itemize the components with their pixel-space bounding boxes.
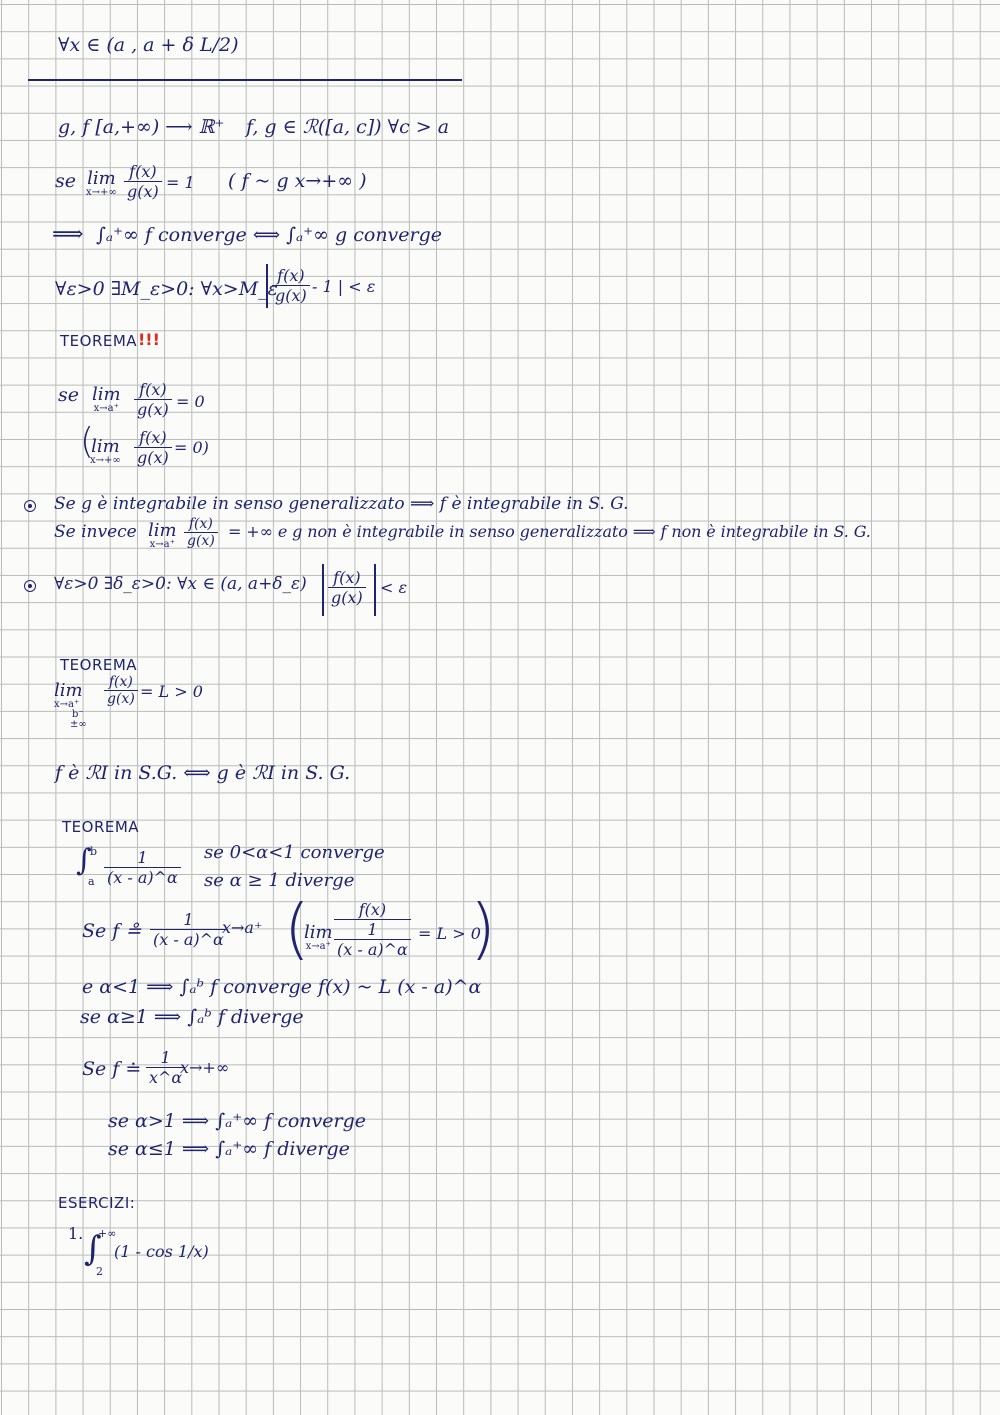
ratio-f-over-g [134, 380, 172, 419]
lim-label: lim [54, 680, 83, 701]
line-forall-interval: ∀x ∈ (a , a + δ L/2) [58, 34, 239, 56]
numerator: f(x) [334, 900, 411, 920]
lim-subscript-alt: ±∞ [70, 719, 87, 730]
bullet-statement-2: ∀ε>0 ∃δ_ε>0: ∀x ∈ (a, a+δ_ε) [54, 574, 307, 594]
numerator: f(x) [124, 162, 162, 182]
denominator: g(x) [137, 400, 169, 419]
denominator: g(x) [137, 448, 169, 467]
epsilon-definition: ∀ε>0 ∃M_ε>0: ∀x>M_ε [55, 278, 278, 300]
case-alpha-leq-1: se α≤1 ⟹ ∫ₐ⁺∞ f diverge [108, 1138, 350, 1160]
ratio-f-over-g [104, 674, 138, 707]
lim-subscript: x→+∞ [86, 187, 117, 198]
numerator: f(x) [272, 266, 310, 286]
lim-label: lim [148, 520, 177, 541]
numerator: 1 [146, 1048, 185, 1068]
open-paren: ( [284, 890, 310, 967]
se-label: Se f ≗ [82, 920, 142, 942]
limit-value: = 0) [174, 438, 209, 457]
integrability-equivalence: f è ℛI in S.G. ⟺ g è ℛI in S. G. [55, 762, 351, 784]
numerator: 1 [104, 848, 181, 868]
theorem-heading: TEOREMA [62, 818, 140, 836]
lim-subscript: x→a⁺ [305, 941, 331, 952]
denominator: (x - a)^α [153, 930, 224, 949]
convergence-equivalence: ∫ₐ⁺∞ f converge ⟺ ∫ₐ⁺∞ g converge [96, 224, 443, 246]
exercise-integrand: (1 - cos 1/x) [114, 1242, 209, 1261]
lim-label: lim [87, 168, 116, 189]
abs-bar-left [266, 264, 268, 308]
emphasis-mark: !!! [138, 330, 160, 349]
numerator: 1 [150, 910, 227, 930]
lim-subscript: x→a⁺ [54, 699, 80, 710]
limit-value: = 0 [176, 392, 205, 411]
numerator: f(x) [134, 428, 172, 448]
lim-label: lim [91, 436, 120, 457]
abs-bar-right [374, 564, 376, 616]
open-paren: ( [80, 421, 95, 462]
case-alpha-geq-1: se α≥1 ⟹ ∫ₐᵇ f diverge [80, 1006, 304, 1028]
bullet-statement-1b-end: = +∞ e g non è integrabile in senso generalizzato ⟹ f non è integrabile in S. G. [228, 522, 871, 541]
denominator: g(x) [107, 691, 135, 707]
inner-numerator: 1 [334, 920, 411, 940]
limit-operator [54, 682, 87, 730]
limit-value: = L > 0 [140, 682, 203, 701]
limit-operator [90, 438, 121, 466]
integral-lower: a [88, 875, 95, 888]
bullet-statement-1b-start: Se invece [54, 522, 137, 542]
integral-icon: ∫ [84, 1229, 102, 1269]
asymptotic-equivalence: ( f ~ g x→+∞ ) [228, 170, 367, 192]
numerator: f(x) [134, 380, 172, 400]
abs-bar-left [322, 564, 324, 616]
ratio-f-over-g-abs [328, 568, 366, 607]
ratio-f-over-g-abs [272, 266, 310, 305]
denominator: g(x) [187, 533, 215, 549]
limit-value: = L > 0 [418, 924, 481, 943]
numerator: f(x) [104, 674, 138, 691]
limit-point: x→a⁺ [222, 918, 263, 937]
integral-upper: +∞ [98, 1227, 117, 1240]
hypothesis-functions: g, f [a,+∞) ⟶ ℝ⁺ [58, 116, 225, 138]
theorem-heading: TEOREMA [60, 656, 138, 674]
power-fraction [150, 910, 227, 949]
limit-operator [86, 170, 117, 198]
numerator: f(x) [328, 568, 366, 588]
lim-subscript: x→a⁺ [149, 539, 175, 550]
limit-operator [92, 386, 121, 414]
integral-lower: 2 [96, 1265, 103, 1278]
bullet-statement-1: Se g è integrabile in senso generalizzato ⟹ f è integrabile in S. G. [54, 494, 629, 514]
lim-subscript: x→+∞ [90, 455, 121, 466]
integral-upper: b [90, 845, 98, 858]
lim-label: lim [304, 922, 333, 943]
lim-subscript: x→a⁺ [93, 403, 119, 414]
ratio-f-over-g [134, 428, 172, 467]
case-alpha-less-1: e α<1 ⟹ ∫ₐᵇ f converge f(x) ~ L (x - a)^α [82, 976, 482, 998]
close-paren: ) [470, 890, 496, 967]
abs-tail: < ε [380, 578, 408, 597]
integral-icon: ∫ [76, 843, 92, 878]
power-fraction [104, 848, 181, 887]
lim-subscript-alt: b⁻ [72, 709, 84, 720]
se-label: Se f ≐ [82, 1058, 142, 1080]
denominator: g(x) [331, 588, 363, 607]
denominator: g(x) [127, 182, 159, 201]
limit-operator [304, 924, 333, 952]
hypothesis-integrability: f, g ∈ ℛ([a, c]) ∀c > a [246, 116, 450, 138]
lim-label: lim [92, 384, 121, 405]
abs-tail: - 1 | < ε [312, 277, 376, 296]
exercise-number: 1. [68, 1224, 84, 1243]
denominator: (x - a)^α [337, 940, 408, 959]
bullet-icon [24, 500, 36, 512]
se-label: se [58, 384, 79, 406]
limit-point: x→+∞ [180, 1058, 230, 1077]
divider-line [28, 79, 462, 81]
case-alpha-greater-1: se α>1 ⟹ ∫ₐ⁺∞ f converge [108, 1110, 366, 1132]
limit-value: = 1 [166, 173, 195, 192]
denominator: x^α [149, 1068, 183, 1087]
ratio-f-over-g [184, 516, 218, 549]
ratio-f-over-g [124, 162, 162, 201]
convergence-rule-2: se α ≥ 1 diverge [204, 870, 355, 891]
exercises-heading: ESERCIZI: [58, 1194, 136, 1212]
se-label: se [55, 170, 76, 192]
theorem-heading: TEOREMA [60, 332, 138, 350]
bullet-icon [24, 580, 36, 592]
limit-operator [148, 522, 177, 550]
denominator: (x - a)^α [107, 868, 178, 887]
denominator: g(x) [275, 286, 307, 305]
convergence-rule-1: se 0<α<1 converge [204, 842, 385, 863]
implies-arrow: ⟹ [52, 222, 84, 247]
numerator: f(x) [184, 516, 218, 533]
nested-fraction [334, 900, 411, 959]
